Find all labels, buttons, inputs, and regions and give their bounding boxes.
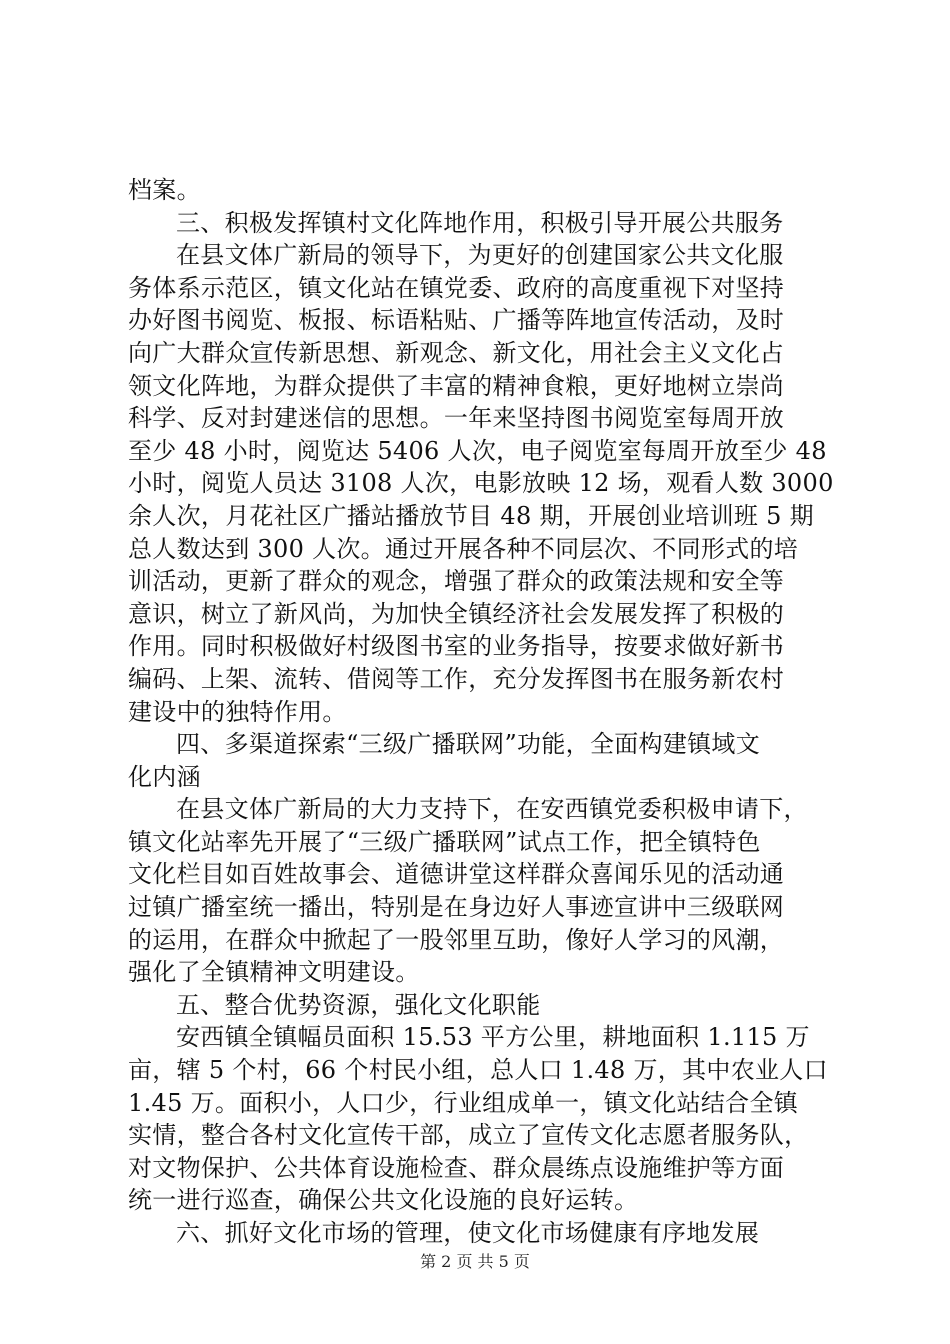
- text-line: 务体系示范区，镇文化站在镇党委、政府的高度重视下对坚持: [128, 273, 785, 302]
- text-line: 统一进行巡查，确保公共文化设施的良好运转。: [128, 1186, 639, 1215]
- text-line: 四、多渠道探索“三级广播联网”功能，全面构建镇域文: [176, 730, 761, 759]
- document-body: [128, 174, 840, 1250]
- text-line: 档案。: [128, 176, 201, 204]
- text-line: 化内涵: [128, 762, 201, 791]
- text-line: 意识，树立了新风尚，为加快全镇经济社会发展发挥了积极的: [128, 599, 785, 628]
- text-line: 余人次，月花社区广播站播放节目 48 期，开展创业培训班 5 期: [128, 501, 814, 530]
- text-line: 三、积极发挥镇村文化阵地作用，积极引导开展公共服务: [176, 208, 784, 237]
- text-line: 在县文体广新局的领导下，为更好的创建国家公共文化服: [176, 241, 784, 270]
- text-line: 建设中的独特作用。: [128, 697, 347, 726]
- text-line: 1.45 万。面积小，人口少，行业组成单一，镇文化站结合全镇: [128, 1088, 799, 1117]
- text-line: 强化了全镇精神文明建设。: [128, 958, 420, 987]
- text-line: 镇文化站率先开展了“三级广播联网”试点工作，把全镇特色: [128, 827, 761, 856]
- text-line: 总人数达到 300 人次。通过开展各种不同层次、不同形式的培: [128, 534, 799, 563]
- text-line: 向广大群众宣传新思想、新观念、新文化，用社会主义文化占: [128, 338, 785, 367]
- text-line: 的运用，在群众中掀起了一股邻里互助，像好人学习的风潮，: [128, 925, 785, 954]
- text-line: 对文物保护、公共体育设施检查、群众晨练点设施维护等方面: [128, 1153, 785, 1182]
- text-line: 文化栏目如百姓故事会、道德讲堂这样群众喜闻乐见的活动通: [128, 860, 785, 889]
- text-line: 科学、反对封建迷信的思想。一年来坚持图书阅览室每周开放: [128, 404, 785, 433]
- text-line: 六、抓好文化市场的管理，使文化市场健康有序地发展: [176, 1219, 760, 1247]
- text-line: 训活动，更新了群众的观念，增强了群众的政策法规和安全等: [128, 567, 785, 596]
- text-line: 办好图书阅览、板报、标语粘贴、广播等阵地宣传活动，及时: [128, 306, 785, 335]
- text-line: 领文化阵地，为群众提供了丰富的精神食粮，更好地树立崇尚: [128, 371, 785, 400]
- text-line: 小时，阅览人员达 3108 人次，电影放映 12 场，观看人数 3000: [128, 469, 834, 498]
- text-line: 作用。同时积极做好村级图书室的业务指导，按要求做好新书: [128, 632, 785, 661]
- text-line: 在县文体广新局的大力支持下，在安西镇党委积极申请下，: [176, 795, 808, 824]
- text-line: 五、整合优势资源，强化文化职能: [176, 990, 541, 1019]
- page-number-label: 第 2 页 共 5 页: [420, 1252, 530, 1271]
- text-line: 编码、上架、流转、借阅等工作，充分发挥图书在服务新农村: [128, 664, 785, 693]
- text-line: 过镇广播室统一播出，特别是在身边好人事迹宣讲中三级联网: [128, 893, 785, 922]
- text-line: 实情，整合各村文化宣传干部，成立了宣传文化志愿者服务队，: [128, 1121, 809, 1150]
- page-footer: [0, 1252, 950, 1272]
- text-line: 安西镇全镇幅员面积 15.53 平方公里，耕地面积 1.115 万: [176, 1023, 810, 1052]
- text-line: 亩，辖 5 个村，66 个村民小组，总人口 1.48 万，其中农业人口: [128, 1056, 828, 1085]
- text-line: 至少 48 小时，阅览达 5406 人次，电子阅览室每周开放至少 48: [128, 436, 827, 465]
